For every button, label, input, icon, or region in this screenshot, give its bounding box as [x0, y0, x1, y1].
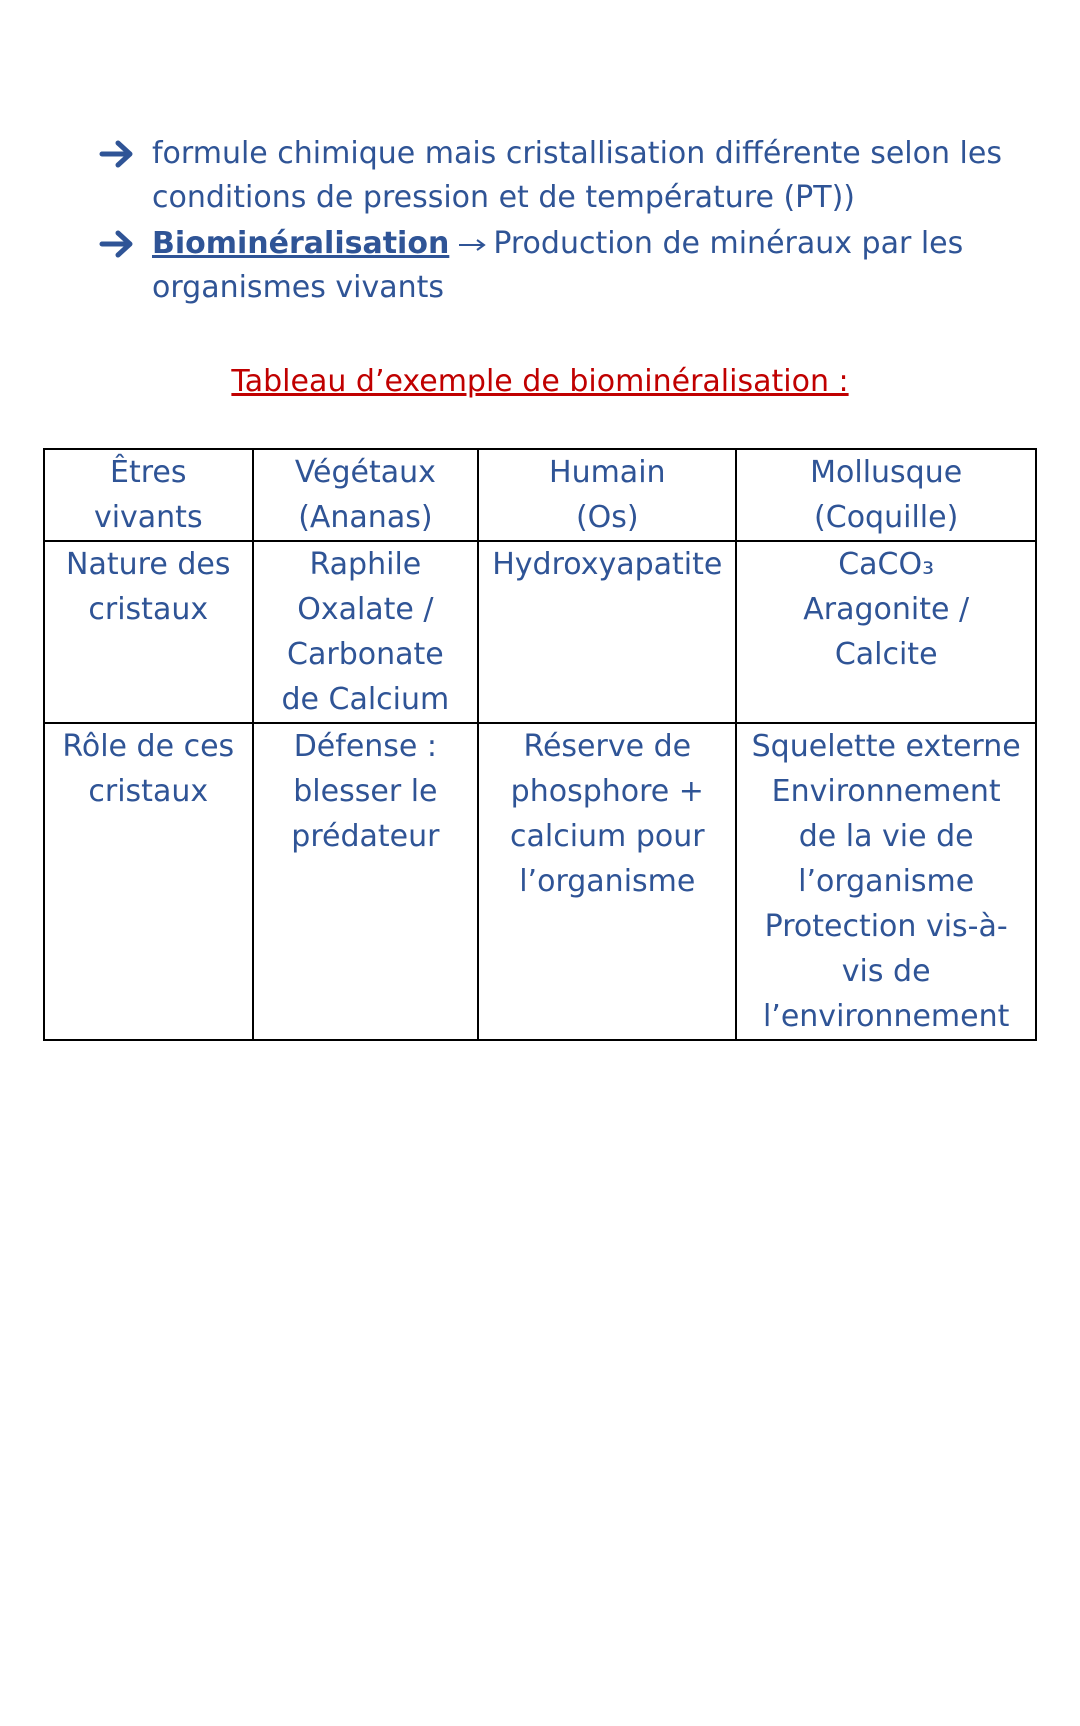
table-title: Tableau d’exemple de biominéralisation : [231, 364, 849, 399]
table-row [44, 723, 1036, 1040]
cell-text: Humain (Os) [549, 455, 666, 535]
cell-text: Hydroxyapatite [492, 547, 723, 582]
row-label: Êtres vivants [93, 455, 203, 535]
table-cell [253, 449, 479, 541]
cell-text: Défense : blesser le prédateur [291, 729, 440, 854]
cell-text: Squelette externe Environnement de la vie de l’organisme Protection vis-à- vis de l’environnement [751, 729, 1021, 1034]
table-cell [478, 449, 736, 541]
arrow-right-icon [98, 222, 138, 266]
cell-text: Raphile Oxalate / Carbonate de Calcium [281, 547, 450, 717]
cell-text: Végétaux (Ananas) [294, 455, 436, 535]
small-arrow-right-icon [457, 235, 487, 255]
bullet-item-biomineralisation [98, 222, 1018, 310]
table-row [44, 541, 1036, 723]
cell-text: Mollusque (Coquille) [810, 455, 963, 535]
table-row [44, 449, 1036, 541]
table-cell [253, 541, 479, 723]
row-label: Rôle de ces cristaux [62, 729, 235, 809]
bullet-term: Biominéralisation [152, 226, 450, 261]
table-cell [736, 449, 1036, 541]
row-header-cell [44, 449, 253, 541]
bullet-item-formule [98, 132, 1018, 220]
row-label: Nature des cristaux [66, 547, 231, 627]
arrow-right-icon [98, 132, 138, 176]
row-header-cell [44, 541, 253, 723]
bullet-text: Production de minéraux par les organismes vivants [152, 226, 964, 305]
biomineralisation-table [43, 448, 1037, 1041]
table-cell [736, 723, 1036, 1040]
cell-text: Réserve de phosphore + calcium pour l’organisme [510, 729, 705, 899]
row-header-cell [44, 723, 253, 1040]
table-cell [253, 723, 479, 1040]
bullet-list [98, 132, 1018, 310]
table-cell [478, 723, 736, 1040]
table-cell [478, 541, 736, 723]
bullet-text: formule chimique mais cristallisation différente selon les conditions de pression et de température (PT)) [152, 136, 1002, 215]
cell-text: CaCO₃ Aragonite / Calcite [803, 547, 970, 672]
table-cell [736, 541, 1036, 723]
